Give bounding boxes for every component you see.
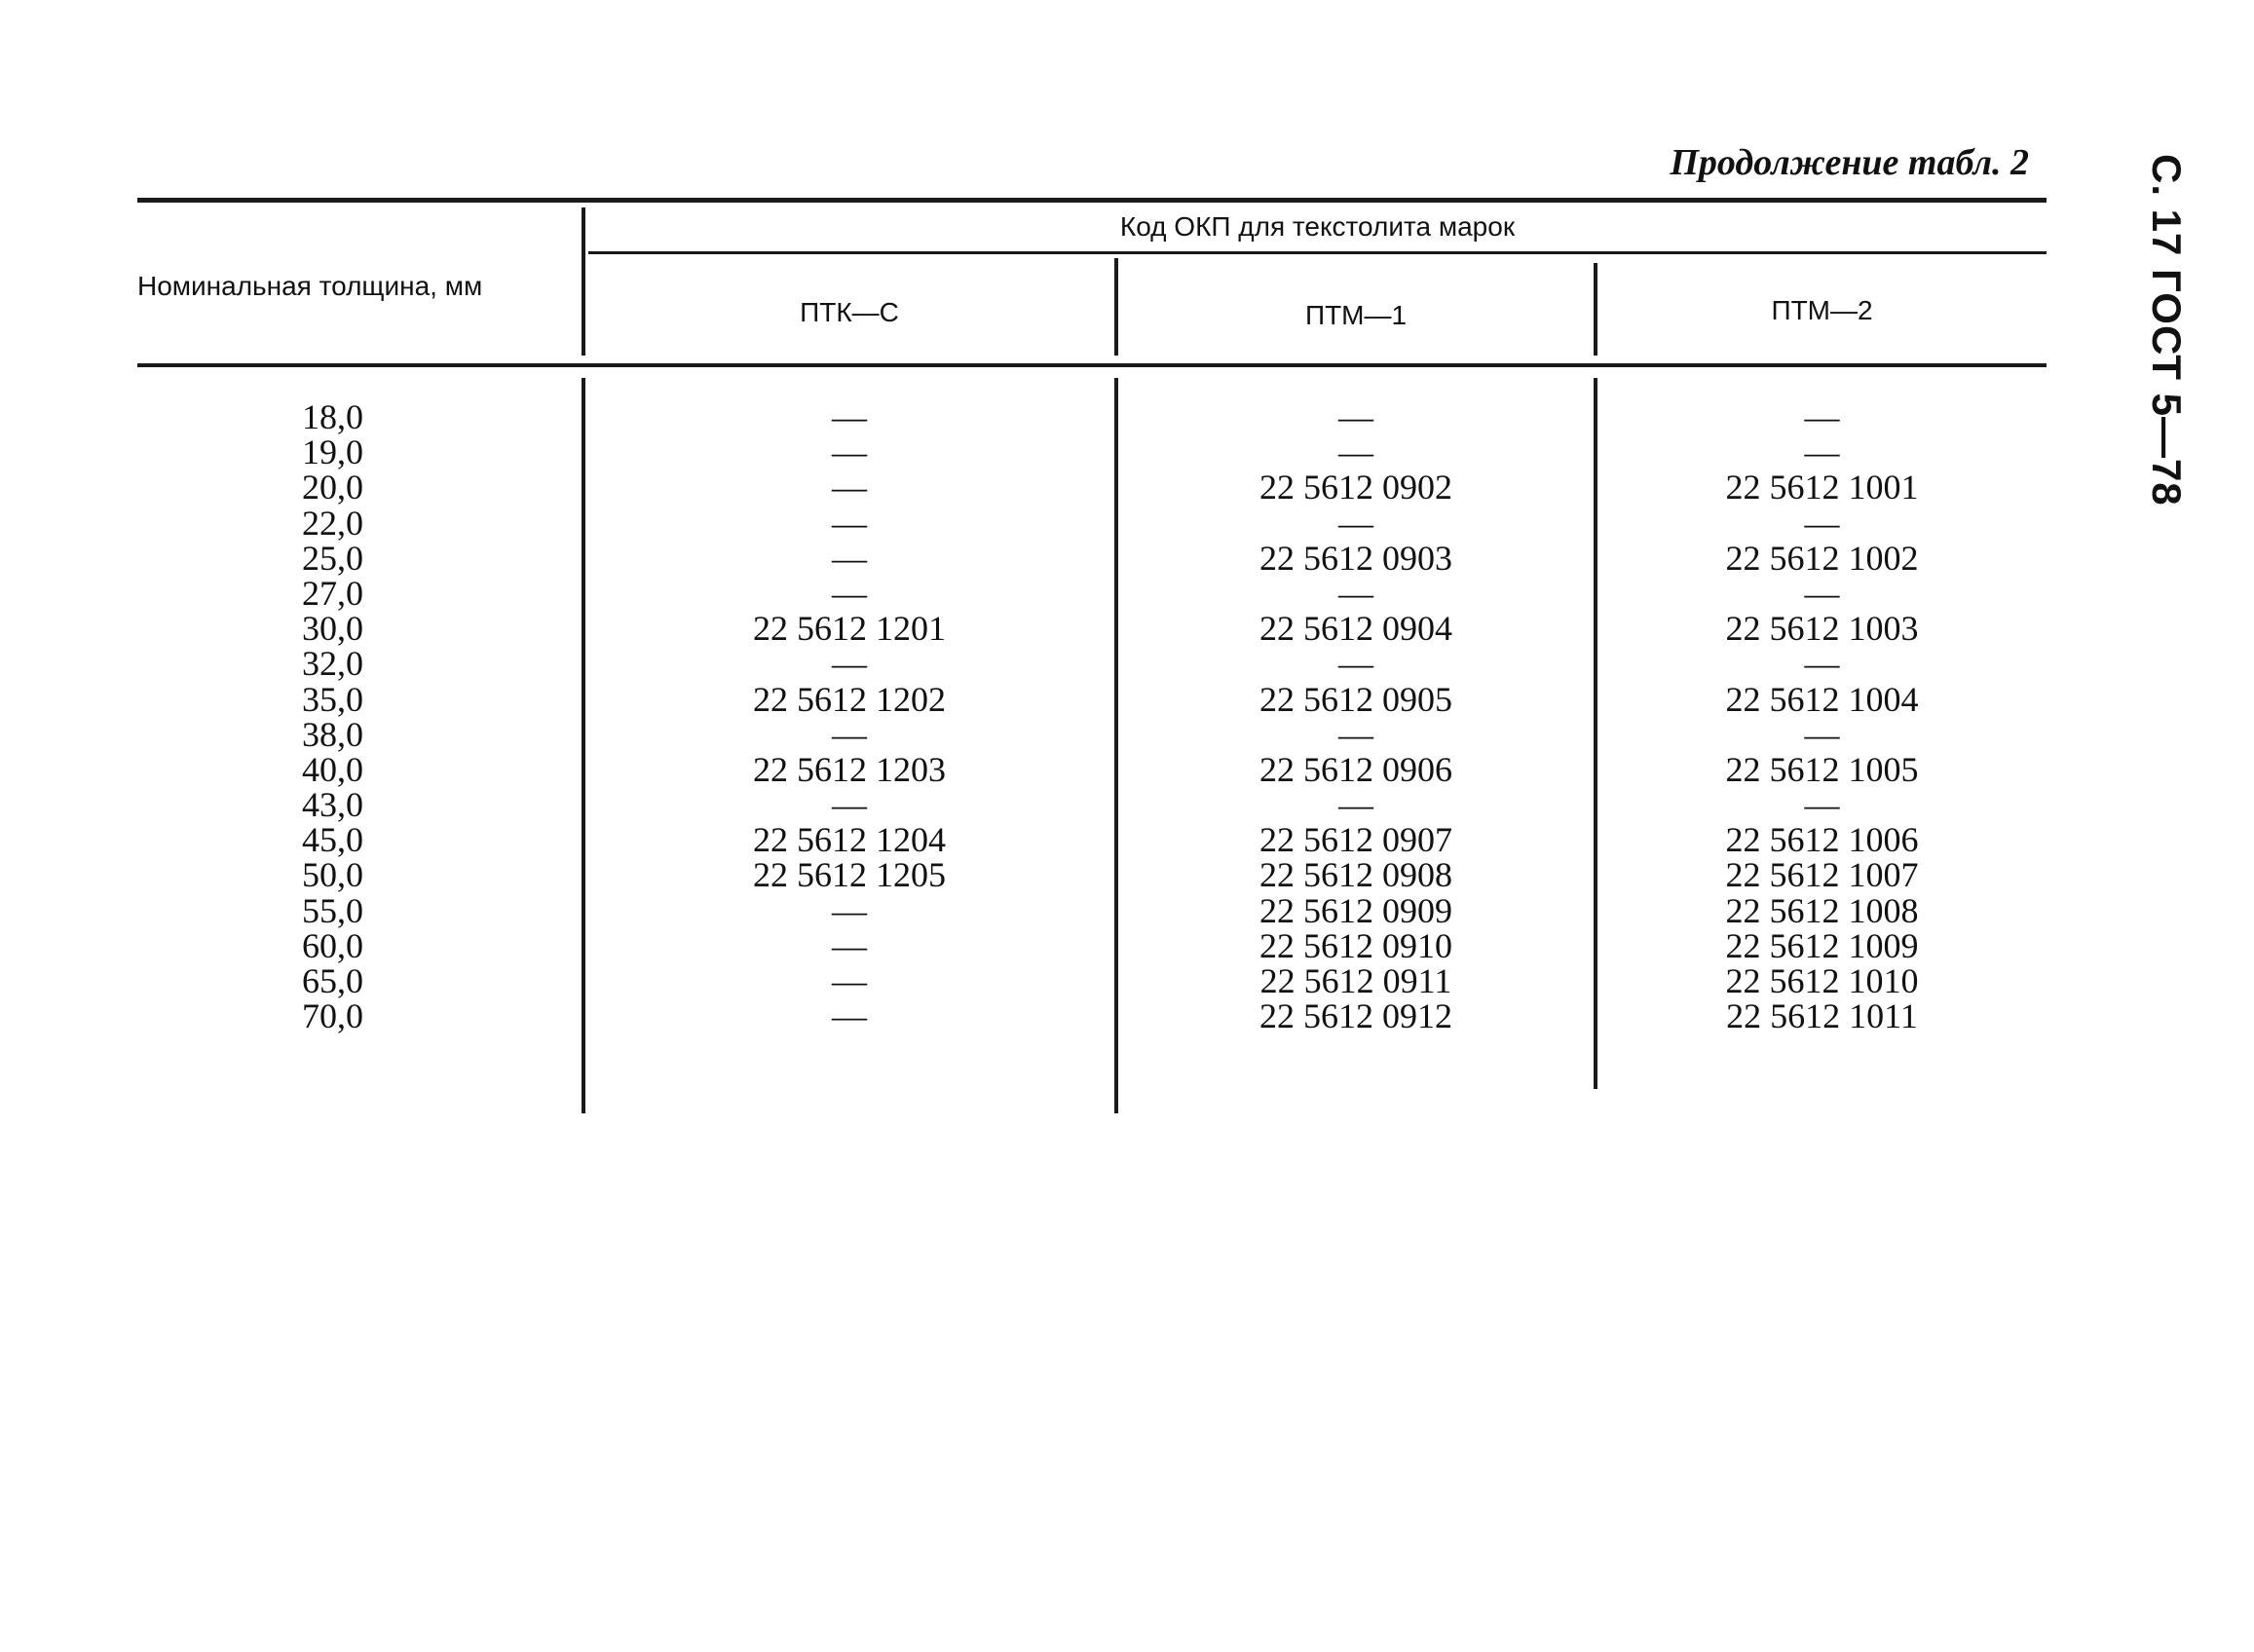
- table-cell-ptk-s: —: [832, 785, 867, 825]
- column-ptm-2: [1597, 397, 2047, 1036]
- table-cell-ptk-s: —: [832, 961, 867, 1000]
- table-cell-thickness: 55,0: [302, 890, 363, 930]
- table-cell-ptm-2: 22 5612 1011: [1726, 996, 1918, 1036]
- table-cell-ptk-s: —: [832, 925, 867, 965]
- table-cell-ptm-1: 22 5612 0907: [1259, 820, 1452, 860]
- table-cell-ptm-1: —: [1338, 503, 1373, 543]
- table-cell-ptm-1: 22 5612 0910: [1259, 925, 1452, 965]
- table-cell-ptm-2: —: [1804, 397, 1840, 436]
- table-cell-ptm-1: 22 5612 0903: [1259, 538, 1452, 578]
- table-cell-ptm-1: 22 5612 0911: [1259, 961, 1452, 1000]
- table-cell-ptk-s: —: [832, 996, 867, 1036]
- column-thickness: [137, 397, 363, 1036]
- table-cell-ptk-s: 22 5612 1204: [753, 820, 946, 860]
- table-cell-ptm-2: 22 5612 1009: [1725, 925, 1919, 965]
- table-cell-ptm-1: 22 5612 0912: [1259, 996, 1452, 1036]
- table-cell-thickness: 19,0: [302, 432, 363, 472]
- column-ptm-1: [1118, 397, 1594, 1036]
- table-cell-ptm-2: —: [1804, 714, 1840, 754]
- table-cell-ptm-2: 22 5612 1005: [1725, 749, 1919, 789]
- table-cell-thickness: 22,0: [302, 503, 363, 543]
- table-cell-thickness: 60,0: [302, 925, 363, 965]
- table-cell-ptm-1: —: [1338, 714, 1373, 754]
- table-cell-ptm-2: 22 5612 1006: [1725, 820, 1919, 860]
- table-cell-ptk-s: 22 5612 1202: [753, 679, 946, 719]
- table-cell-ptm-2: —: [1804, 432, 1840, 472]
- table-cell-thickness: 32,0: [302, 644, 363, 684]
- table-cell-ptm-2: —: [1804, 573, 1840, 613]
- table-top-rule: [137, 198, 2047, 203]
- table-cell-ptm-1: 22 5612 0908: [1259, 855, 1452, 895]
- table-cell-thickness: 70,0: [302, 996, 363, 1036]
- table-cell-ptk-s: —: [832, 573, 867, 613]
- group-header-rule: [588, 251, 2047, 254]
- table-cell-ptk-s: —: [832, 397, 867, 436]
- table-cell-ptk-s: 22 5612 1203: [753, 749, 946, 789]
- header-code-group: Код ОКП для текстолита марок: [1119, 211, 1516, 242]
- table-cell-ptm-2: 22 5612 1010: [1725, 961, 1919, 1000]
- header-grade-ptm-2: ПТМ—2: [1771, 295, 1873, 325]
- table-cell-thickness: 40,0: [302, 749, 363, 789]
- table-cell-thickness: 35,0: [302, 679, 363, 719]
- header-thickness: Номинальная толщина, мм: [137, 271, 483, 301]
- table-cell-ptm-1: 22 5612 0906: [1259, 749, 1452, 789]
- header-grade-ptk-s: ПТК—С: [800, 297, 899, 327]
- page-side-header: С. 17 ГОСТ 5—78: [2144, 154, 2190, 507]
- table-cell-ptm-1: 22 5612 0902: [1259, 468, 1452, 507]
- table-cell-ptk-s: —: [832, 890, 867, 930]
- table-cell-ptk-s: —: [832, 503, 867, 543]
- table-cell-ptk-s: 22 5612 1205: [753, 855, 946, 895]
- column-divider-thickness: [582, 207, 585, 356]
- table-cell-thickness: 65,0: [302, 961, 363, 1000]
- table-cell-ptm-2: —: [1804, 503, 1840, 543]
- table-cell-ptm-2: 22 5612 1002: [1725, 538, 1919, 578]
- table-cell-thickness: 43,0: [302, 785, 363, 825]
- table-cell-ptm-1: —: [1338, 397, 1373, 436]
- table-cell-thickness: 18,0: [302, 397, 363, 436]
- table-cell-ptk-s: 22 5612 1201: [753, 609, 946, 649]
- table-cell-ptk-s: —: [832, 468, 867, 507]
- table-cell-thickness: 50,0: [302, 855, 363, 895]
- table-cell-thickness: 30,0: [302, 609, 363, 649]
- table-cell-ptk-s: —: [832, 432, 867, 472]
- table-cell-thickness: 25,0: [302, 538, 363, 578]
- table-cell-ptm-2: —: [1804, 785, 1840, 825]
- table-cell-thickness: 20,0: [302, 468, 363, 507]
- table-cell-ptm-2: 22 5612 1007: [1725, 855, 1919, 895]
- table-cell-ptm-1: 22 5612 0905: [1259, 679, 1452, 719]
- table-cell-ptm-1: —: [1338, 573, 1373, 613]
- column-ptk-s: [584, 397, 1114, 1036]
- table-cell-thickness: 45,0: [302, 820, 363, 860]
- table-cell-ptm-2: 22 5612 1008: [1725, 890, 1919, 930]
- table-cell-ptm-1: 22 5612 0904: [1259, 609, 1452, 649]
- table-cell-ptm-2: 22 5612 1003: [1725, 609, 1919, 649]
- table-cell-ptk-s: —: [832, 644, 867, 684]
- table-cell-ptk-s: —: [832, 538, 867, 578]
- table-cell-thickness: 38,0: [302, 714, 363, 754]
- table-cell-ptm-2: —: [1804, 644, 1840, 684]
- table-cell-ptm-2: 22 5612 1004: [1725, 679, 1919, 719]
- table-cell-thickness: 27,0: [302, 573, 363, 613]
- table-caption: Продолжение табл. 2: [1670, 142, 2029, 183]
- table-cell-ptm-1: —: [1338, 432, 1373, 472]
- table-cell-ptm-2: 22 5612 1001: [1725, 468, 1919, 507]
- table-cell-ptm-1: —: [1338, 644, 1373, 684]
- table-cell-ptk-s: —: [832, 714, 867, 754]
- header-bottom-rule: [137, 363, 2047, 367]
- header-grade-ptm-1: ПТМ—1: [1304, 300, 1408, 330]
- table-cell-ptm-1: 22 5612 0909: [1259, 890, 1452, 930]
- table-cell-ptm-1: —: [1338, 785, 1373, 825]
